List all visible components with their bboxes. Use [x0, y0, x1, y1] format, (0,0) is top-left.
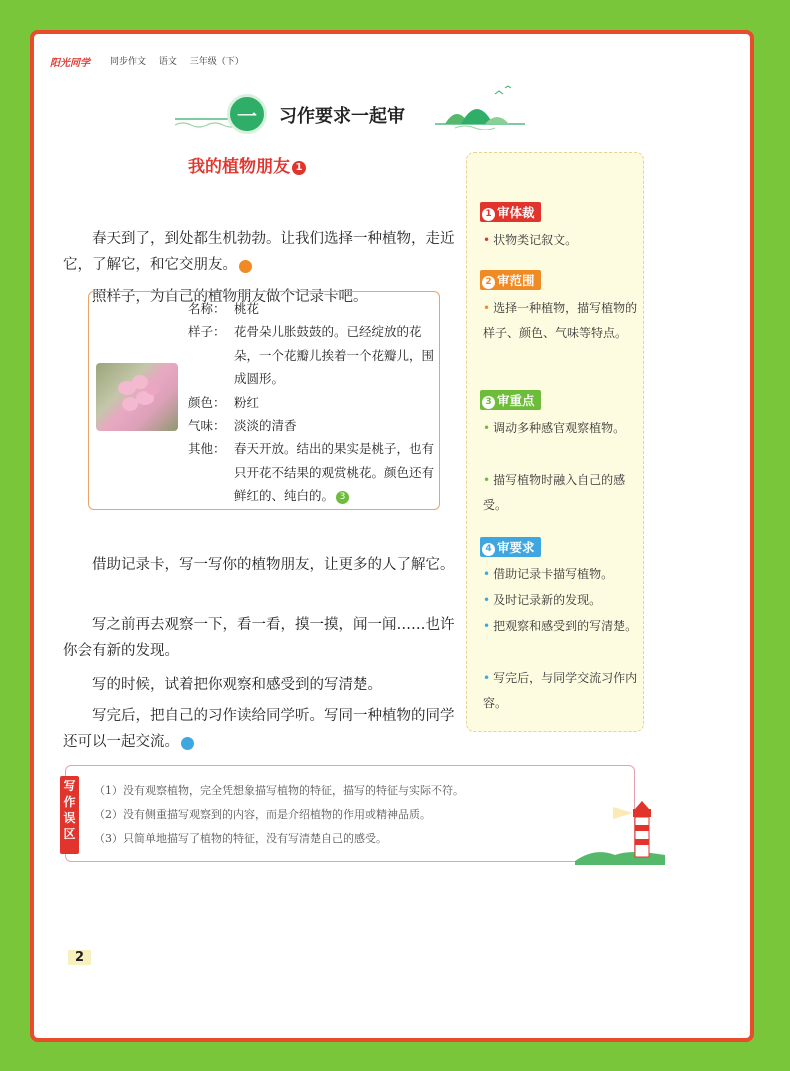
grade-label: 三年级（下） — [189, 57, 244, 67]
lighthouse-icon — [575, 795, 665, 865]
error-zone-label: 写作误区 — [60, 776, 79, 854]
paragraph-2: 照样子，为自己的植物朋友做个记录卡吧。 — [92, 289, 368, 305]
sidebar-head-genre: 1 审体裁 — [480, 202, 541, 222]
record-card-text — [188, 297, 443, 508]
paragraph-1: 春天到了，到处都生机勃勃。让我们选择一种植物，走近它，了解它，和它交朋友。 2 — [63, 231, 455, 273]
header-meta — [110, 54, 254, 67]
paragraph-5: 写的时候，试着把你观察和感受到的写清楚。 — [92, 677, 382, 693]
card-row-smell: 气味： 淡淡的清香 — [188, 418, 297, 434]
note-badge-4: 4 — [181, 737, 194, 750]
sidebar-req-text-1: • 借助记录卡描写植物。 — [483, 567, 614, 581]
paragraph-4: 写之前再去观察一下，看一看，摸一摸，闻一闻……也许你会有新的发现。 — [63, 617, 455, 659]
sidebar-req-text-4: • 写完后，与同学交流习作内容。 — [483, 671, 638, 710]
peach-blossom-photo — [96, 363, 178, 431]
sidebar-focus-text-2: • 描写植物时融入自己的感受。 — [483, 473, 626, 512]
error-item-2: （2）没有侧重描写观察到的内容，而是介绍植物的作用或精神品质。 — [94, 808, 431, 821]
paragraph-6: 写完后，把自己的习作读给同学听。写同一种植物的同学还可以一起交流。 4 — [63, 708, 455, 750]
page-frame — [30, 30, 754, 1042]
note-badge-3: 3 — [336, 491, 349, 504]
error-item-1: （1）没有观察植物，完全凭想象描写植物的特征，描写的特征与实际不符。 — [94, 784, 464, 797]
sidebar-head-scope: 2 审范围 — [480, 270, 541, 290]
sidebar-scope-text: • 选择一种植物，描写植物的样子、颜色、气味等特点。 — [483, 301, 638, 340]
section-number: 一 — [227, 94, 267, 134]
page-number: 2 — [68, 950, 91, 965]
sidebar-req-text-3: • 把观察和感受到的写清楚。 — [483, 619, 638, 633]
section-title: 习作要求一起审 — [279, 106, 405, 127]
series-label: 同步作文 — [110, 57, 147, 67]
card-row-color: 颜色： 粉红 — [188, 394, 260, 410]
error-zone-list — [94, 779, 464, 851]
error-item-3: （3）只简单地描写了植物的特征，没有写清楚自己的感受。 — [94, 832, 387, 845]
brand-logo: 阳光同学 — [50, 58, 90, 69]
sidebar-head-focus: 3 审重点 — [480, 390, 541, 410]
sidebar-head-requirements: 4 审要求 — [480, 537, 541, 557]
essay-title: 我的植物朋友 1 — [188, 152, 306, 177]
mountain-decoration-icon — [435, 80, 525, 130]
sidebar-req-text-2: • 及时记录新的发现。 — [483, 593, 602, 607]
card-row-shape: 样子： 花骨朵儿胀鼓鼓的。已经绽放的花朵，一个花瓣儿挨着一个花瓣儿，围成圆形。 — [188, 324, 435, 387]
note-badge-1: 1 — [292, 161, 306, 175]
subject-label: 语文 — [158, 57, 177, 67]
note-badge-2: 2 — [239, 260, 252, 273]
card-row-other: 其他： 春天开放。结出的果实是桃子，也有只开花不结果的观赏桃花。颜色还有鲜红的、纯白的。 3 — [188, 441, 435, 504]
sidebar-genre-text: • 状物类记叙文。 — [483, 233, 578, 247]
card-row-name: 名称： 桃花 — [188, 301, 260, 316]
paragraph-3: 借助记录卡，写一写你的植物朋友，让更多的人了解它。 — [92, 557, 455, 573]
sidebar-focus-text-1: • 调动多种感官观察植物。 — [483, 421, 626, 435]
